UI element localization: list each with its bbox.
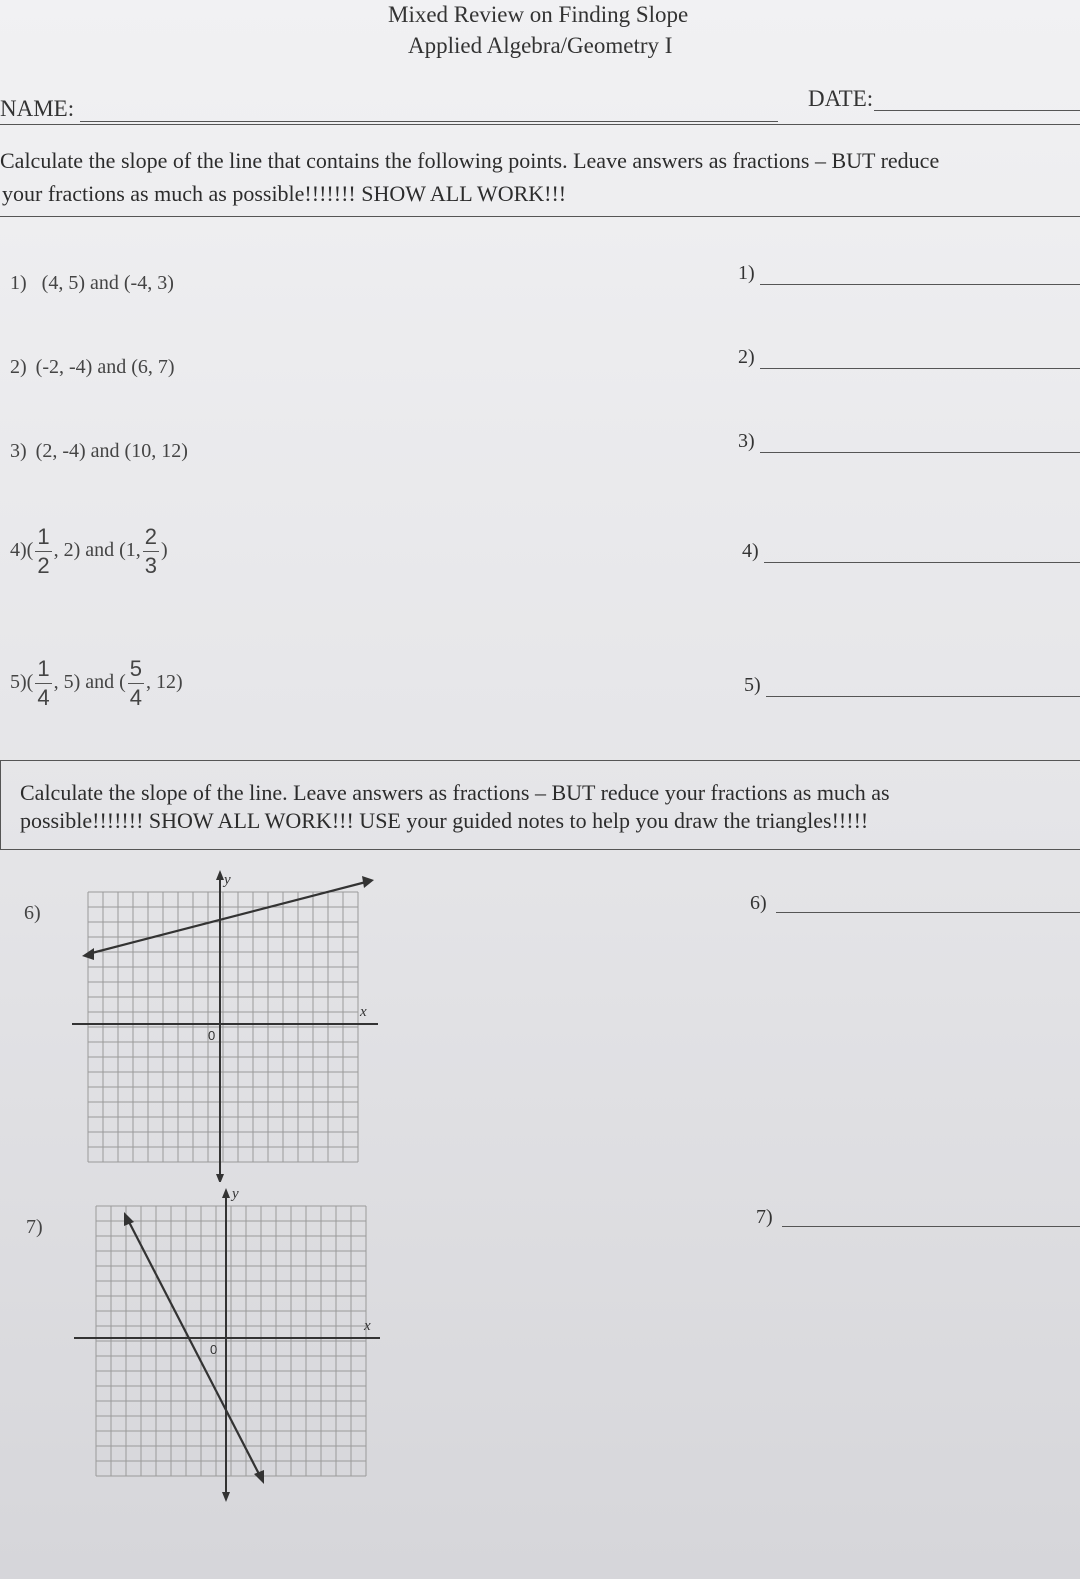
arrow-up-icon [216, 870, 224, 880]
name-field-line [80, 121, 778, 122]
answer-6-label: 6) [750, 892, 767, 914]
answer-6-line[interactable] [776, 912, 1080, 913]
arrow-up-icon [222, 1188, 230, 1198]
fraction-2-3 [143, 526, 159, 577]
date-label: DATE: [808, 86, 874, 111]
graph-7-line [128, 1220, 260, 1476]
section1-divider [0, 216, 1080, 217]
problem-5-middle-text: , 5) and ( [53, 671, 126, 694]
problem-5-number: 5) [10, 671, 27, 694]
graph-7-grid [96, 1206, 366, 1476]
graph-6 [60, 862, 390, 1182]
graph-7-origin-label: 0 [210, 1342, 218, 1357]
fraction-numerator: 1 [37, 524, 50, 549]
problem-1-number: 1) [10, 272, 27, 294]
graph-6-y-label: y [224, 872, 231, 888]
problem-3 [10, 440, 188, 463]
fraction-denominator: 4 [37, 685, 50, 710]
section2-instruction-line2: possible!!!!!!! SHOW ALL WORK!!! USE your guided notes to help you draw the triangles!!!!! [20, 808, 869, 833]
problem-2 [10, 356, 175, 379]
answer-7-line[interactable] [782, 1226, 1080, 1227]
answer-4-line[interactable] [764, 562, 1080, 563]
fraction-denominator: 4 [129, 685, 143, 710]
section1-instruction-line2: your fractions as much as possible!!!!!!! SHOW ALL WORK!!! [2, 181, 567, 206]
header-divider [0, 124, 1080, 125]
problem-4 [10, 526, 168, 577]
section1-instruction-line1: Calculate the slope of the line that contains the following points. Leave answers as fractions – BUT reduce [0, 148, 940, 173]
answer-1-line[interactable] [760, 284, 1080, 285]
answer-2-label: 2) [738, 346, 755, 368]
fraction-numerator: 2 [144, 524, 158, 549]
graph-7-x-label: x [364, 1318, 371, 1334]
answer-3-label: 3) [738, 430, 755, 452]
fraction-1-2 [35, 526, 51, 577]
arrow-down-icon [216, 1174, 224, 1182]
worksheet-title: Mixed Review on Finding Slope [388, 2, 689, 27]
name-label: NAME: [0, 96, 75, 121]
problem-4-number: 4) [10, 539, 27, 562]
problem-1-points: (4, 5) and (-4, 3) [41, 272, 174, 294]
section2-instruction-line1: Calculate the slope of the line. Leave answers as fractions – BUT reduce your fractions as much as [20, 780, 890, 805]
answer-4-label: 4) [742, 540, 759, 562]
graph-6-x-label: x [360, 1004, 367, 1020]
answer-1-label: 1) [738, 262, 755, 284]
problem-3-number: 3) [10, 440, 27, 462]
paren-close: , 12) [146, 671, 183, 694]
paren-close: ) [161, 539, 168, 562]
answer-5-label: 5) [744, 674, 761, 696]
fraction-5-4 [128, 658, 144, 709]
problem-1 [10, 272, 174, 295]
problem-7-number: 7) [26, 1216, 43, 1238]
graph-6-grid [88, 892, 358, 1162]
answer-7-label: 7) [756, 1206, 773, 1228]
fraction-denominator: 3 [144, 553, 158, 578]
paren-open: ( [26, 671, 34, 694]
arrow-up-left-icon [124, 1212, 134, 1226]
problem-2-points: (-2, -4) and (6, 7) [35, 356, 175, 378]
answer-3-line[interactable] [760, 452, 1080, 453]
graph-6-line [88, 882, 366, 954]
problem-4-middle-text: , 2) and (1, [53, 539, 141, 562]
date-field-line [874, 110, 1080, 111]
fraction-numerator: 1 [37, 656, 50, 681]
fraction-numerator: 5 [129, 656, 143, 681]
paren-open: ( [26, 539, 34, 562]
problem-6-number: 6) [24, 902, 41, 924]
arrow-down-icon [222, 1492, 230, 1502]
arrow-down-right-icon [254, 1470, 264, 1484]
answer-2-line[interactable] [760, 368, 1080, 369]
problem-5 [10, 658, 183, 709]
fraction-1-4 [35, 658, 51, 709]
graph-6-origin-label: 0 [208, 1028, 216, 1043]
answer-5-line[interactable] [766, 696, 1080, 697]
problem-2-number: 2) [10, 356, 27, 378]
problem-3-points: (2, -4) and (10, 12) [35, 440, 188, 462]
fraction-denominator: 2 [37, 553, 50, 578]
worksheet-subtitle: Applied Algebra/Geometry I [408, 33, 673, 58]
graph-7-y-label: y [232, 1186, 239, 1202]
graph-7 [66, 1186, 396, 1502]
arrow-right-icon [362, 876, 374, 888]
